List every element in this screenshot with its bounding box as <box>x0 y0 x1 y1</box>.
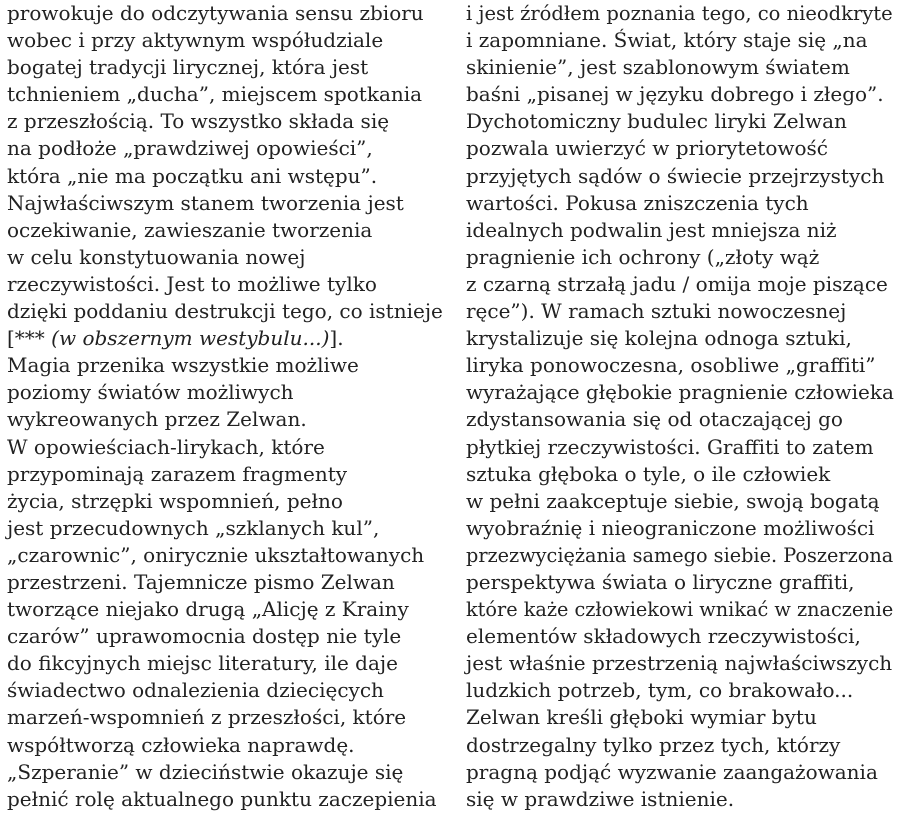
left-column-line <box>7 325 447 352</box>
right-column-line: pragną podjąć wyzwanie zaangażowania <box>466 759 878 784</box>
right-column-line: przyjętych sądów o świecie przejrzystych <box>466 163 885 188</box>
left-column-line: współtworzą człowieka naprawdę. <box>7 732 355 757</box>
left-column-line: rzeczywistości. Jest to możliwe tylko <box>7 271 377 296</box>
right-column-line: się w prawdziwe istnienie. <box>466 786 735 811</box>
right-column-line: pragnienie ich ochrony („złoty wąż <box>466 244 820 269</box>
left-column-line: w celu konstytuowania nowej <box>7 244 306 269</box>
right-text-column <box>466 0 896 813</box>
right-column-line: baśni „pisanej w języku dobrego i złego”. <box>466 82 884 107</box>
left-column-line: „czarownic”, onirycznie ukształtowanych <box>7 542 425 567</box>
right-column-line: zdystansowania się od otaczającej go <box>466 407 843 432</box>
right-column-line: elementów składowych rzeczywistości, <box>466 624 861 649</box>
right-column-line: i zapomniane. Świat, który staje się „na <box>466 28 868 53</box>
right-column-line: z czarną strzałą jadu / omija moje piszące <box>466 271 888 296</box>
text-fragment: ]. <box>329 326 344 351</box>
left-column-line: życia, strzępki wspomnień, pełno <box>7 488 343 513</box>
right-column-line: płytkiej rzeczywistości. Graffiti to zatem <box>466 434 874 459</box>
left-column-line: wobec i przy aktywnym współudziale <box>7 28 384 53</box>
right-column-line: przezwyciężania samego siebie. Poszerzona <box>466 543 894 567</box>
right-column-line: perspektywa świata o liryczne graffiti, <box>466 569 855 594</box>
right-column-line: Zelwan kreśli głęboki wymiar bytu <box>466 705 817 730</box>
left-column-line: jest przecudownych „szklanych kul”, <box>7 515 380 540</box>
right-column-line: liryka ponowoczesna, osobliwe „graffiti” <box>466 353 876 378</box>
right-column-line: skinienie”, jest szablonowym światem <box>466 55 850 80</box>
left-column-line: do fikcyjnych miejsc literatury, ile daje <box>7 651 398 676</box>
left-column-line: na podłoże „prawdziwej opowieści”, <box>7 136 373 161</box>
right-column-line: ludzkich potrzeb, tym, co brakowało... <box>466 678 854 703</box>
left-column-line: wykreowanych przez Zelwan. <box>7 407 307 432</box>
right-column-line: Dychotomiczny budulec liryki Zelwan <box>466 109 847 134</box>
left-column-line: marzeń-wspomnień z przeszłości, które <box>7 705 407 730</box>
left-column-line: „Szperanie” w dzieciństwie okazuje się <box>7 759 404 784</box>
left-column-line: prowokuje do odczytywania sensu zbioru <box>7 1 424 25</box>
left-column-line: Magia przenika wszystkie możliwe <box>7 353 359 378</box>
left-column-line: W opowieściach-lirykach, które <box>7 434 325 459</box>
right-column-line: krystalizuje się kolejna odnoga sztuki, <box>466 326 852 351</box>
right-column-line: które każe człowiekowi wnikać w znaczenie <box>466 598 894 622</box>
left-column-line: przestrzeni. Tajemnicze pismo Zelwan <box>7 569 395 594</box>
left-column-line: czarów” uprawomocnia dostęp nie tyle <box>7 624 402 649</box>
left-column-line: z przeszłością. To wszystko składa się <box>7 109 390 134</box>
italic-poem-title: (w obszernym westybulu...) <box>51 326 330 351</box>
left-column-line: tworzące niejako drugą „Alicję z Krainy <box>7 597 409 622</box>
right-column-line: pozwala uwierzyć w priorytetowość <box>466 136 829 161</box>
left-column-line: przypominają zarazem fragmenty <box>7 461 348 486</box>
left-column-line: poziomy światów możliwych <box>7 380 294 405</box>
left-column-line: świadectwo odnalezienia dziecięcych <box>7 678 384 703</box>
right-column-line: jest właśnie przestrzenią najwłaściwszych <box>466 651 893 676</box>
right-column-line: idealnych podwalin jest mniejsza niż <box>466 217 837 242</box>
right-column-line: ręce”). W ramach sztuki nowoczesnej <box>466 299 847 324</box>
left-text-column <box>7 0 447 813</box>
right-column-line: sztuka głęboka o tyle, o ile człowiek <box>466 461 831 486</box>
left-column-line: która „nie ma początku ani wstępu”. <box>7 163 378 188</box>
right-column-line: dostrzegalny tylko przez tych, którzy <box>466 732 841 757</box>
right-column-line: w pełni zaakceptuje siebie, swoją bogatą <box>466 488 880 513</box>
left-column-line: pełnić rolę aktualnego punktu zaczepienia <box>7 786 437 811</box>
text-fragment: [*** <box>7 326 52 351</box>
left-column-line: tchnieniem „ducha”, miejscem spotkania <box>7 82 423 107</box>
left-column-line: dzięki poddaniu destrukcji tego, co istnieje <box>7 299 443 324</box>
left-column-line: Najwłaściwszym stanem tworzenia jest <box>7 190 404 215</box>
left-column-line: bogatej tradycji lirycznej, która jest <box>7 55 369 80</box>
right-column-line: wartości. Pokusa zniszczenia tych <box>466 190 809 215</box>
right-column-line: i jest źródłem poznania tego, co nieodkryte <box>466 2 893 25</box>
left-column-line: oczekiwanie, zawieszanie tworzenia <box>7 217 373 242</box>
right-column-line: wyobraźnię i nieograniczone możliwości <box>466 515 875 540</box>
right-column-line: wyrażające głębokie pragnienie człowieka <box>466 380 894 405</box>
